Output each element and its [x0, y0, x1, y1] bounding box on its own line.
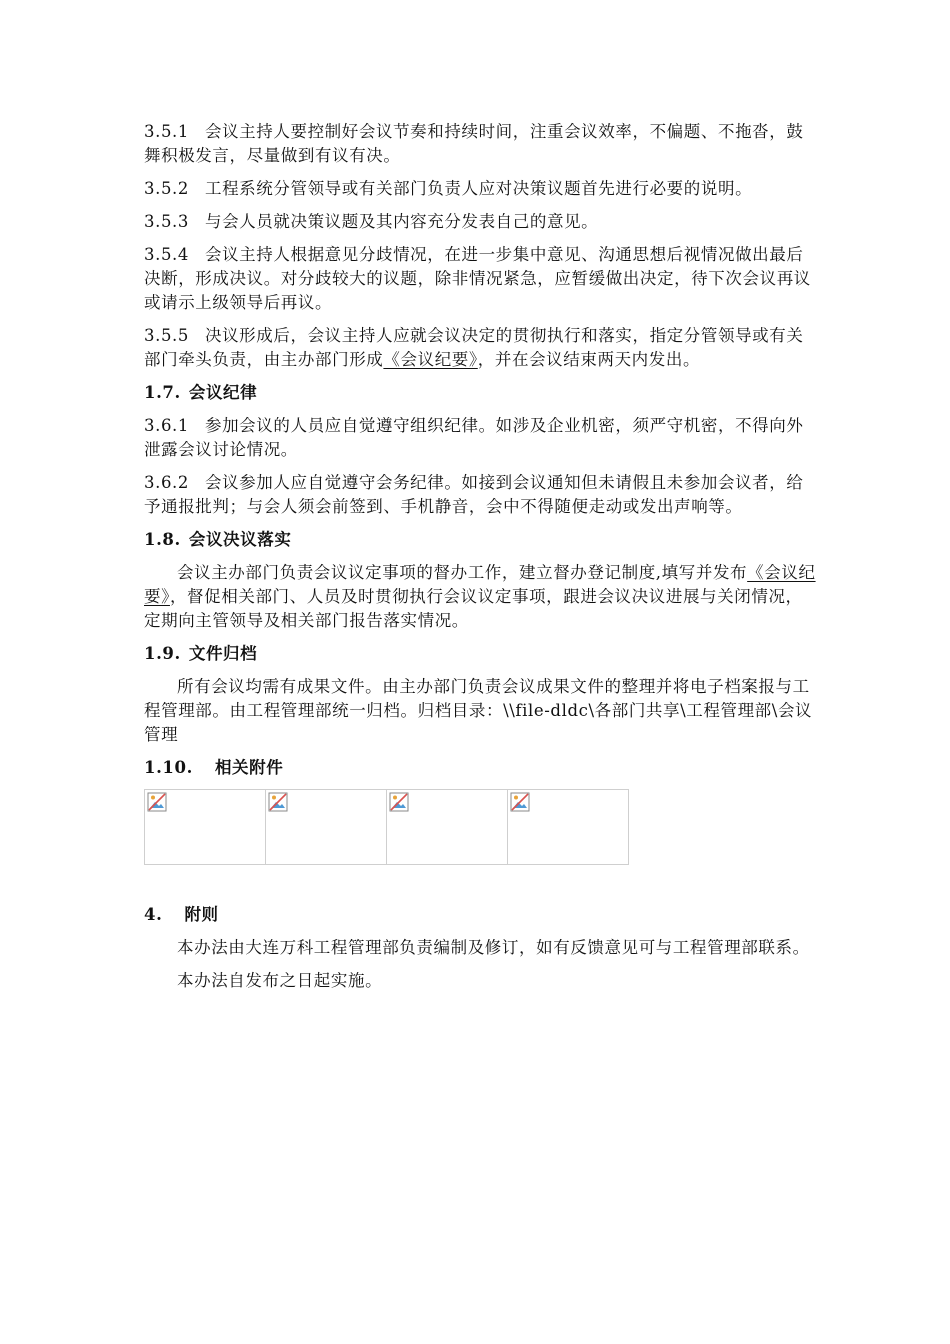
section-heading-4: [144, 903, 816, 927]
section-title: 会议纪律: [188, 383, 258, 402]
section-heading-1-8: [144, 528, 816, 552]
meeting-minutes-link[interactable]: 《会议纪要》: [383, 350, 478, 369]
item-3-5-2: [144, 177, 816, 201]
section-4-paragraph: 本办法由大连万科工程管理部负责编制及修订，如有反馈意见可与工程管理部联系。: [177, 938, 810, 957]
section-1-8-paragraph: [144, 561, 816, 633]
item-number: 3.5.1: [144, 122, 189, 141]
item-text: 会议主持人根据意见分歧情况，在进一步集中意见、沟通思想后视情况做出最后决断，形成决议。对分歧较大的议题，除非情况紧急，应暂缓做出决定，待下次会议再议或请示上级领导后再议。: [144, 245, 811, 312]
section-heading-1-10: [144, 756, 816, 780]
attachment-placeholder[interactable]: [507, 789, 629, 865]
item-text: 会议参加人应自觉遵守会务纪律。如接到会议通知但未请假且未参加会议者，给予通报批判；与会人须会前签到、手机静音，会中不得随便走动或发出声响等。: [144, 473, 804, 516]
item-text: 决议形成后，会议主持人应就会议决定的贯彻执行和落实，指定分管领导或有关部门牵头负责，由主办部门形成: [144, 326, 804, 369]
item-text: 与会人员就决策议题及其内容充分发表自己的意见。: [204, 212, 599, 231]
attachment-row: [144, 789, 816, 865]
section-number: 1.7.: [144, 383, 181, 402]
item-number: 3.6.1: [144, 416, 189, 435]
item-number: 3.5.2: [144, 179, 189, 198]
section-number: 1.9.: [144, 644, 181, 663]
section-title: 文件归档: [188, 644, 258, 663]
item-text: 参加会议的人员应自觉遵守组织纪律。如涉及企业机密，须严守机密，不得向外泄露会议讨论情况。: [144, 416, 804, 459]
section-4-paragraph: 本办法自发布之日起实施。: [177, 971, 383, 990]
item-text: 工程系统分管领导或有关部门负责人应对决策议题首先进行必要的说明。: [204, 179, 753, 198]
section-heading-1-7: [144, 381, 816, 405]
meeting-minutes-link[interactable]: 《会议纪要》: [144, 563, 816, 606]
attachment-placeholder[interactable]: [386, 789, 508, 865]
item-3-6-1: [144, 414, 816, 462]
section-title: 附则: [184, 905, 219, 924]
section-title: 会议决议落实: [188, 530, 292, 549]
item-3-6-2: [144, 471, 816, 519]
section-heading-1-9: [144, 642, 816, 666]
item-3-5-5: [144, 324, 816, 372]
section-title: 相关附件: [214, 758, 284, 777]
attachment-placeholder[interactable]: [265, 789, 387, 865]
item-text: ，并在会议结束两天内发出。: [477, 350, 701, 369]
item-3-5-3: [144, 210, 816, 234]
item-number: 3.5.4: [144, 245, 189, 264]
section-number: 1.8.: [144, 530, 181, 549]
item-text: 会议主持人要控制好会议节奏和持续时间，注重会议效率，不偏题、不拖沓，鼓舞积极发言，尽量做到有议有决。: [144, 122, 804, 165]
document-body: [144, 120, 816, 1002]
paragraph-text: ，督促相关部门、人员及时贯彻执行会议议定事项，跟进会议决议进展与关闭情况，定期向主管领导及相关部门报告落实情况。: [144, 587, 803, 630]
attachment-placeholder[interactable]: [144, 789, 266, 865]
section-number: 1.10.: [144, 758, 193, 777]
item-number: 3.5.3: [144, 212, 189, 231]
section-number: 4.: [144, 905, 163, 924]
section-1-9-paragraph: 所有会议均需有成果文件。由主办部门负责会议成果文件的整理并将电子档案报与工程管理部。由工程管理部统一归档。归档目录：\\file-dldc\各部门共享\工程管理部\会议管理: [144, 677, 813, 744]
item-3-5-4: [144, 243, 816, 315]
broken-image-icon: [389, 792, 409, 812]
item-number: 3.5.5: [144, 326, 189, 345]
item-number: 3.6.2: [144, 473, 189, 492]
broken-image-icon: [510, 792, 530, 812]
broken-image-icon: [147, 792, 167, 812]
paragraph-text: 会议主办部门负责会议议定事项的督办工作，建立督办登记制度,填写并发布: [177, 563, 748, 582]
broken-image-icon: [268, 792, 288, 812]
item-3-5-1: [144, 120, 816, 168]
